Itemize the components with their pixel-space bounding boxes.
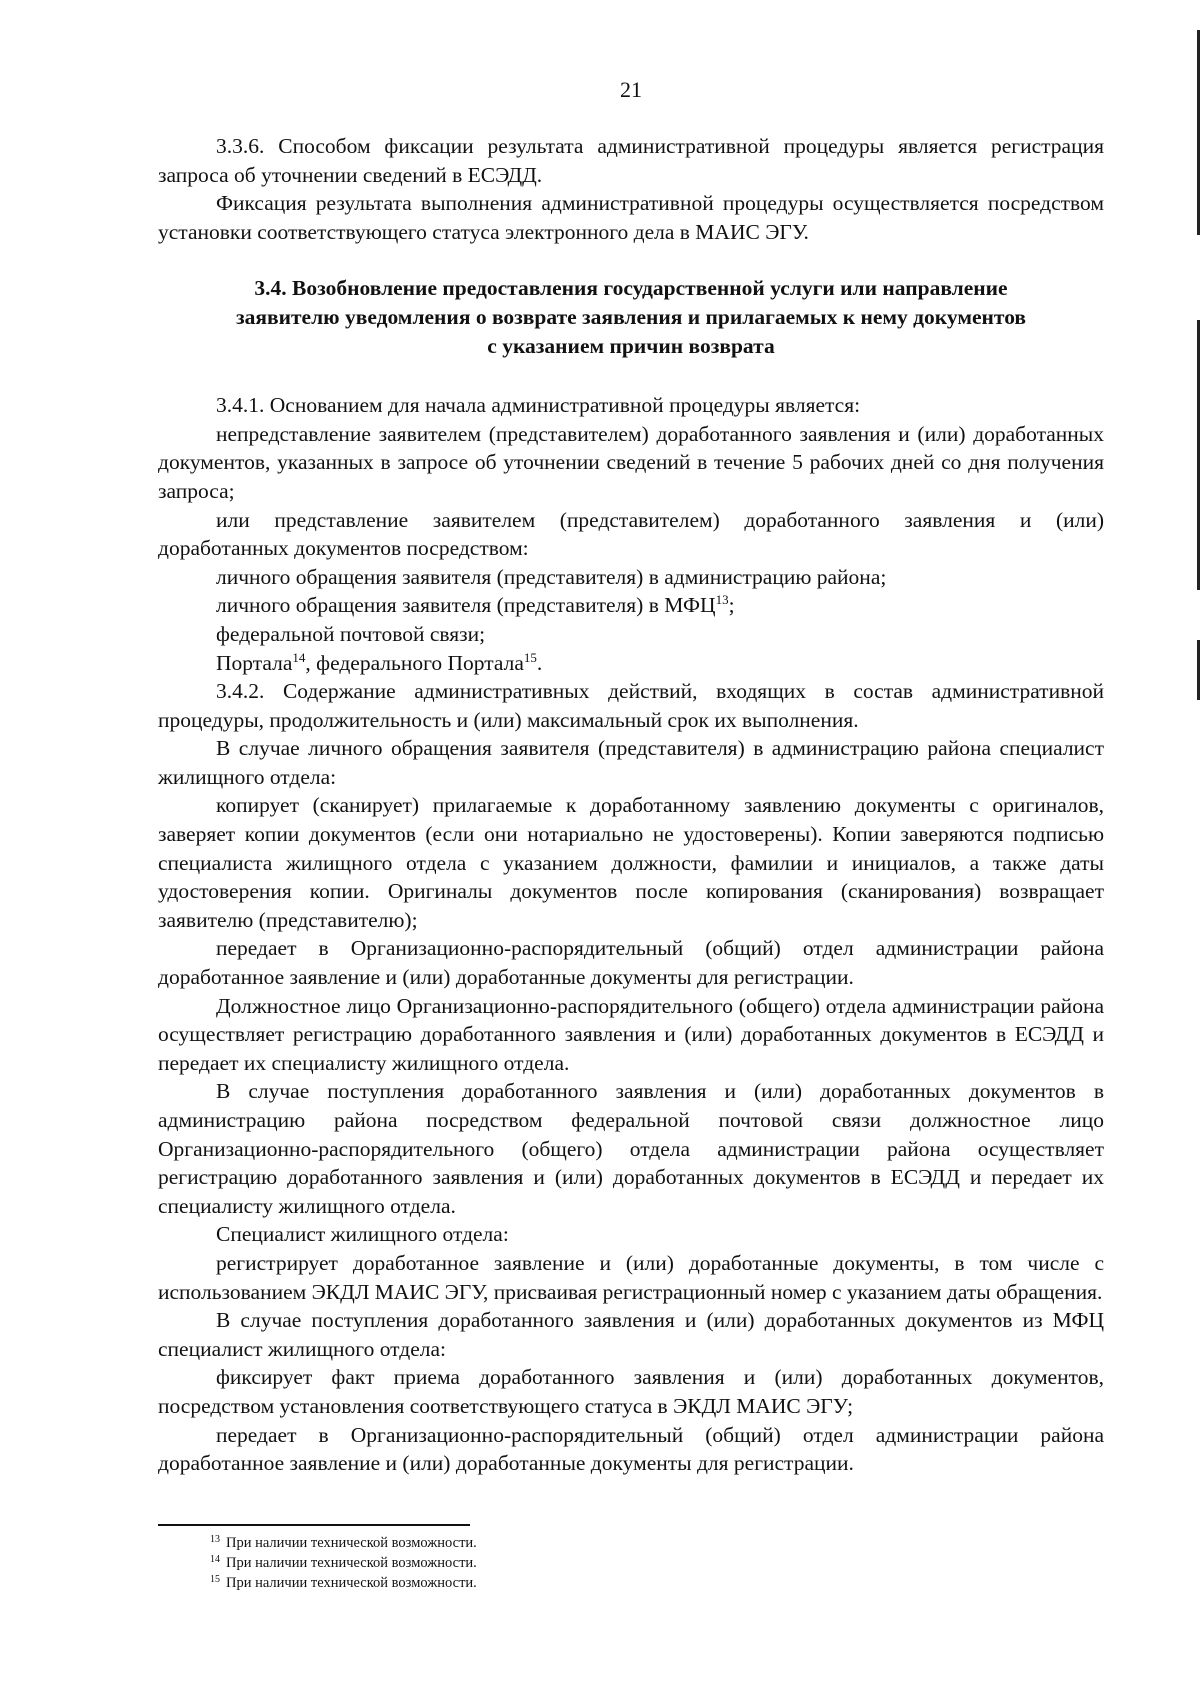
footnote: [210, 1553, 477, 1573]
section-heading: [158, 274, 1104, 360]
list-item-text: Портала: [216, 650, 293, 675]
paragraph-nonsubmission: непредставление заявителем (представителем) доработанного заявления и (или) доработанных документов, указанных в запросе об уточнении сведений в течение 5 рабочих дней со дня получения запроса;: [158, 421, 1104, 503]
paragraph-specialist: Специалист жилищного отдела:: [216, 1222, 509, 1247]
paragraph-fixation: Фиксация результата выполнения административной процедуры осуществляется посредством установки соответствующего статуса электронного дела в МАИС ЭГУ.: [158, 191, 1104, 244]
paragraph-registers: регистрирует доработанное заявление и (или) доработанные документы, в том числе с использованием ЭКДЛ МАИС ЭГУ, присваивая регистрационный номер с указанием даты обращения.: [158, 1250, 1104, 1304]
paragraph-fixes: фиксирует факт приема доработанного заявления и (или) доработанных документов, посредством установления соответствующего статуса в ЭКДЛ МАИС ЭГУ;: [158, 1365, 1104, 1418]
paragraph-341: 3.4.1. Основанием для начала административной процедуры является:: [216, 393, 861, 418]
list-item-text: .: [536, 650, 543, 675]
footnote-ref: 14: [292, 649, 306, 665]
list-item-post: федеральной почтовой связи;: [216, 621, 486, 646]
footnote-text: При наличии технической возможности.: [226, 1575, 477, 1591]
list-item-personal-admin: личного обращения заявителя (представителя) в администрацию района;: [216, 564, 887, 589]
paragraph-transfer: передает в Организационно-распорядительный (общий) отдел администрации района доработанное заявление и (или) доработанные документы для регистрации.: [158, 1422, 1104, 1476]
footnote-number: 15: [210, 1574, 220, 1585]
footnote-text: При наличии технической возможности.: [226, 1535, 477, 1551]
footnote-number: 14: [210, 1554, 220, 1565]
heading-line: с указанием причин возврата: [487, 333, 775, 358]
paragraph-case-mfc: В случае поступления доработанного заявления и (или) доработанных документов из МФЦ специалист жилищного отдела:: [158, 1308, 1104, 1361]
footnote-text: При наличии технической возможности.: [226, 1555, 477, 1571]
footnote-ref: 13: [715, 592, 729, 608]
list-item-text: , федерального Портала: [305, 650, 524, 675]
paragraph-or-submission: или представление заявителем (представителем) доработанного заявления и (или) доработанных документов посредством:: [158, 507, 1104, 561]
document-body: [158, 132, 1104, 1478]
footnote: [210, 1533, 477, 1553]
footnote-number: 13: [210, 1534, 220, 1545]
paragraph-transfer: передает в Организационно-распорядительный (общий) отдел администрации района доработанное заявление и (или) доработанные документы для регистрации.: [158, 936, 1104, 990]
paragraph-case-post: В случае поступления доработанного заявления и (или) доработанных документов в администрацию района посредством федеральной почтовой связи должностное лицо Организационно-распорядительного (общего) отдела администрации района осуществляет регистрацию доработанного заявления и (или) доработанных документов в ЕСЭДД и передает их специалисту жилищного отдела.: [158, 1079, 1104, 1218]
footnote: [210, 1573, 477, 1593]
heading-line: 3.4. Возобновление предоставления государственной услуги или направление: [254, 276, 1008, 301]
paragraph-copies: копирует (сканирует) прилагаемые к доработанному заявлению документы с оригиналов, заверяет копии документов (если они нотариально не удостоверены). Копии заверяются подписью специалиста жилищного отдела с указанием должности, фамилии и инициалов, а также даты удостоверения копии. Оригиналы документов после копирования (сканирования) возвращает заявителю (представителю);: [158, 793, 1104, 932]
footnote-divider: [158, 1524, 470, 1526]
list-item-text: личного обращения заявителя (представителя) в МФЦ: [216, 593, 716, 618]
page-number: 21: [620, 77, 642, 102]
paragraph-official: Должностное лицо Организационно-распорядительного (общего) отдела администрации района осуществляет регистрацию доработанного заявления и (или) доработанных документов в ЕСЭДД и передает их специалисту жилищного отдела.: [158, 993, 1104, 1075]
footnotes: [210, 1533, 477, 1593]
list-item-personal-mfc: [158, 591, 1104, 620]
paragraph-case-personal: В случае личного обращения заявителя (представителя) в администрацию района специалист жилищного отдела:: [158, 736, 1104, 789]
paragraph-342: 3.4.2. Содержание административных действий, входящих в состав административной процедуры, продолжительность и (или) максимальный срок их выполнения.: [158, 679, 1104, 732]
list-item-text: ;: [728, 593, 735, 618]
list-item-portal: [158, 649, 1104, 678]
paragraph-336: 3.3.6. Способом фиксации результата административной процедуры является регистрация запроса об уточнении сведений в ЕСЭДД.: [158, 134, 1104, 187]
footnote-ref: 15: [523, 649, 537, 665]
heading-line: заявителю уведомления о возврате заявления и прилагаемых к нему документов: [235, 304, 1027, 329]
